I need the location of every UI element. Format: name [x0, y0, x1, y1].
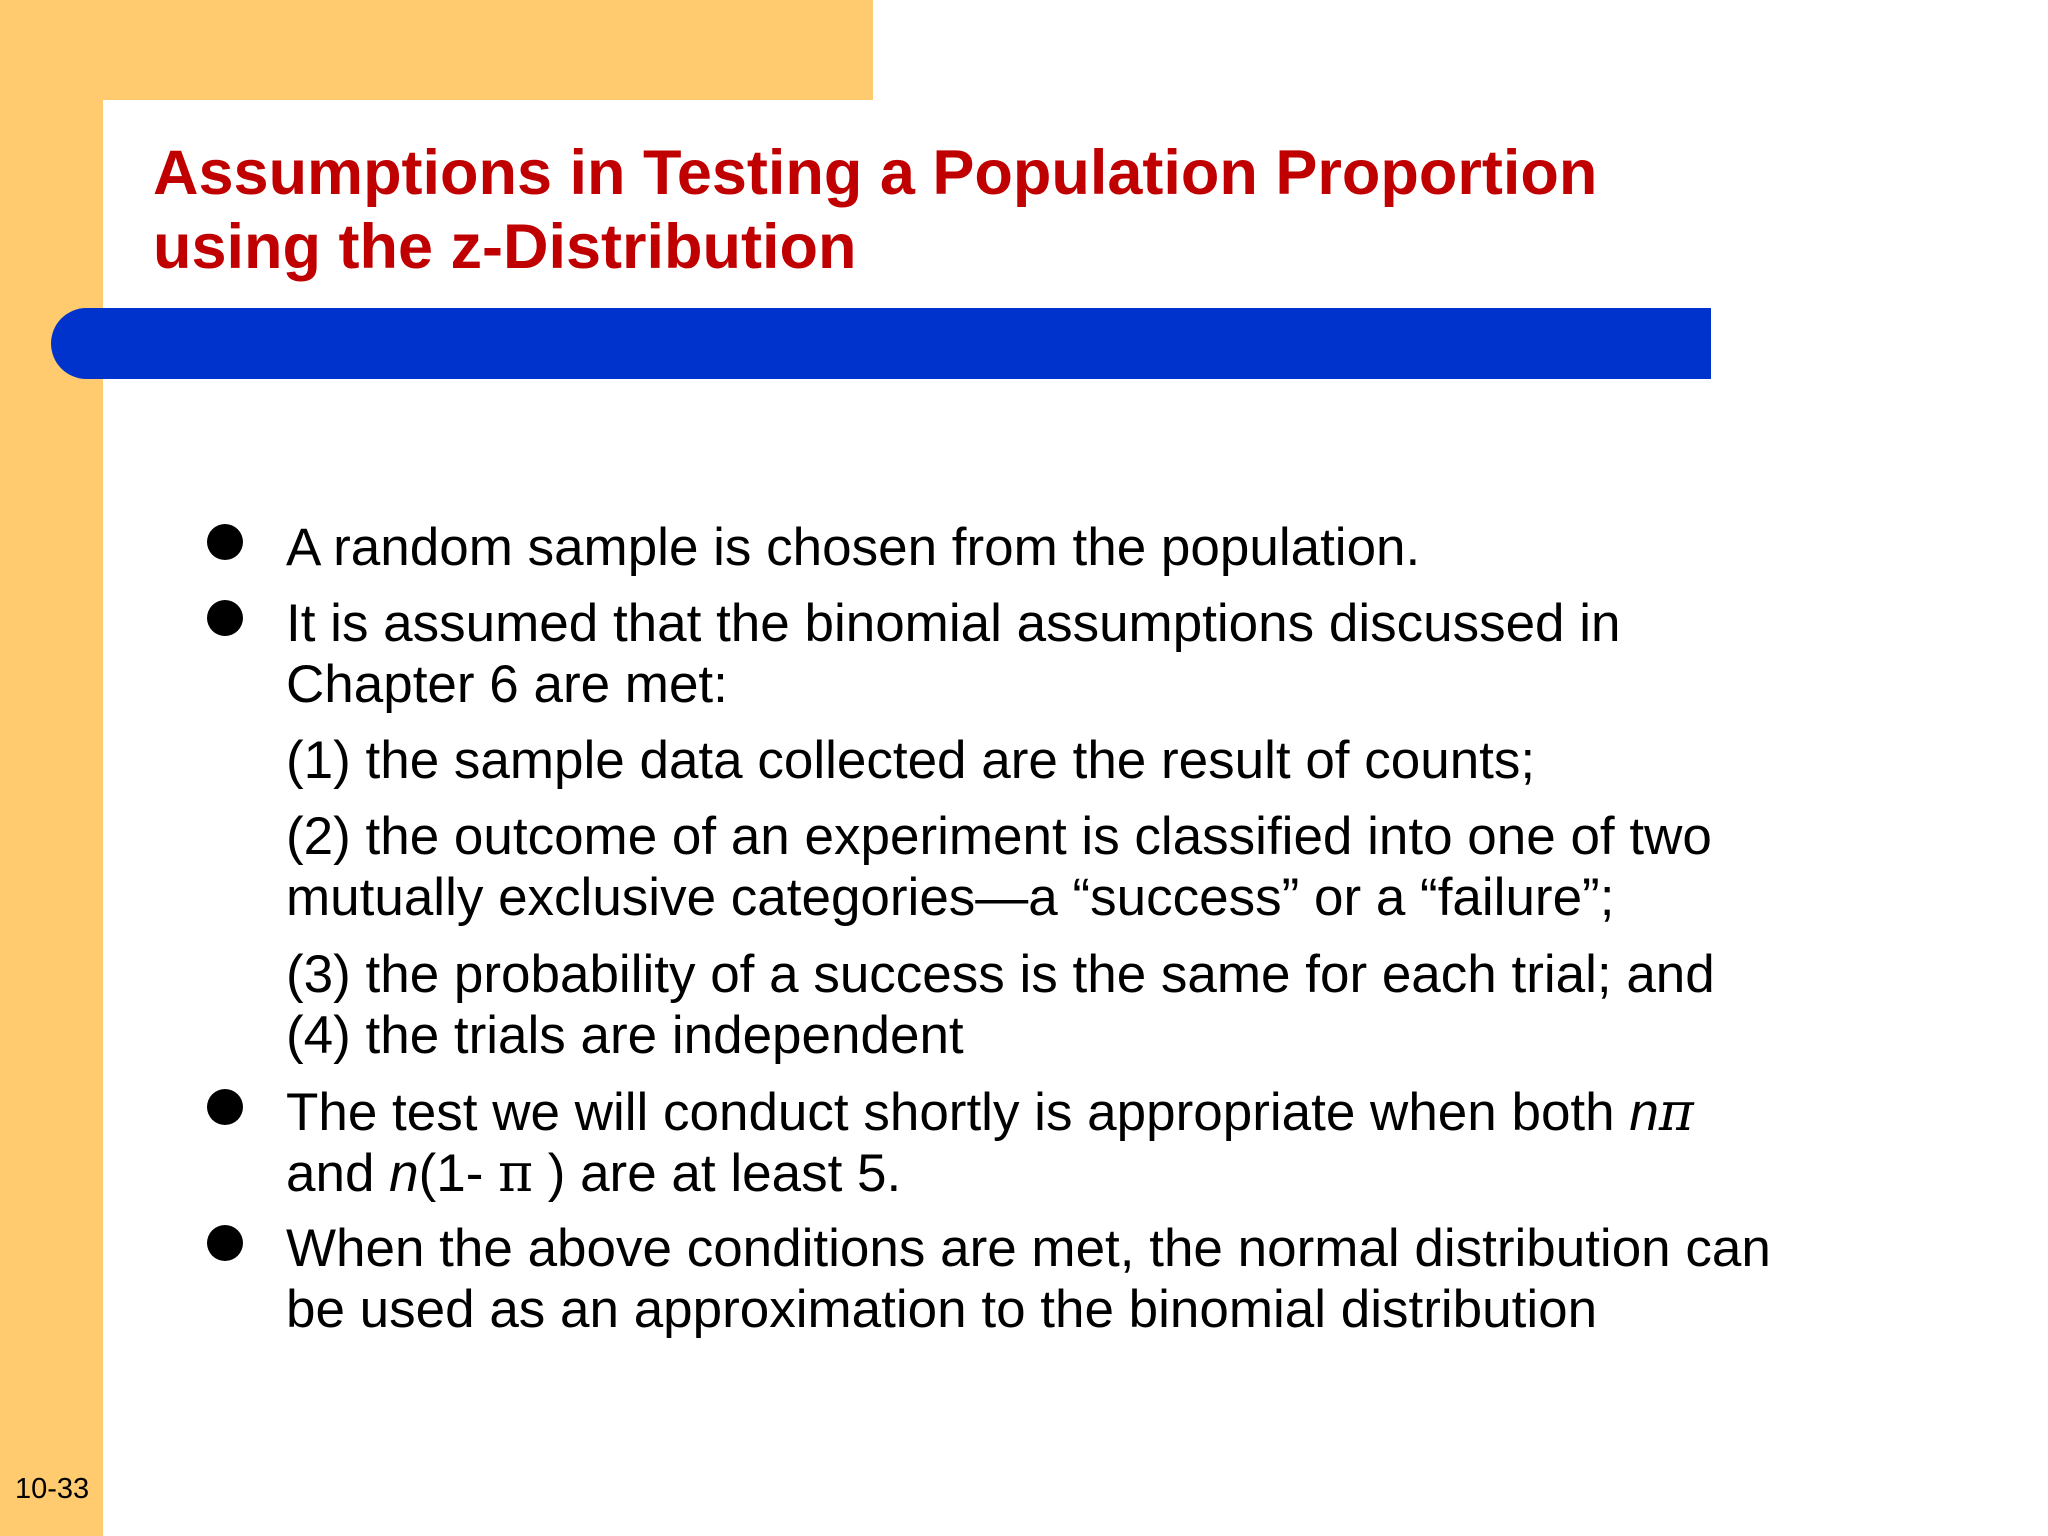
assumption-1: (1) the sample data collected are the result of counts;	[286, 731, 1536, 790]
bullet-marker	[207, 600, 243, 636]
assumption-2-line-2: mutually exclusive categories—a “success” or a “failure”;	[286, 868, 1615, 927]
bullet-marker	[207, 1225, 243, 1261]
symbol-pi: π	[1658, 1082, 1694, 1143]
variable-n: n	[1629, 1083, 1659, 1142]
slide-title-line-2: using the z-Distribution	[153, 212, 857, 282]
variable-n: n	[389, 1144, 419, 1203]
assumption-4: (4) the trials are independent	[286, 1006, 964, 1065]
assumption-2-line-1: (2) the outcome of an experiment is classified into one of two	[286, 807, 1712, 866]
bullet-2-line-1: It is assumed that the binomial assumptions discussed in	[286, 594, 1621, 653]
symbol-pi: π	[498, 1143, 533, 1204]
text-and: and	[286, 1144, 390, 1203]
bullet-3-line-2	[286, 1144, 901, 1204]
bullet-marker	[207, 524, 243, 560]
slide-number: 10-33	[15, 1473, 90, 1505]
bullet-2-line-2: Chapter 6 are met:	[286, 655, 728, 714]
text-rest: ) are at least 5.	[532, 1144, 902, 1203]
slide-title-line-1: Assumptions in Testing a Population Proportion	[153, 138, 1598, 208]
bullet-4-line-1: When the above conditions are met, the normal distribution can	[286, 1219, 1771, 1278]
bullet-3-line-1	[286, 1083, 1694, 1143]
text-open: (1-	[418, 1144, 499, 1203]
bullet-4-line-2: be used as an approximation to the binomial distribution	[286, 1280, 1598, 1339]
bullet-marker	[207, 1089, 243, 1125]
bullet-1-text: A random sample is chosen from the population.	[286, 518, 1421, 577]
bullet-3-text: The test we will conduct shortly is appropriate when both	[286, 1083, 1630, 1142]
assumption-3: (3) the probability of a success is the same for each trial; and	[286, 945, 1715, 1004]
